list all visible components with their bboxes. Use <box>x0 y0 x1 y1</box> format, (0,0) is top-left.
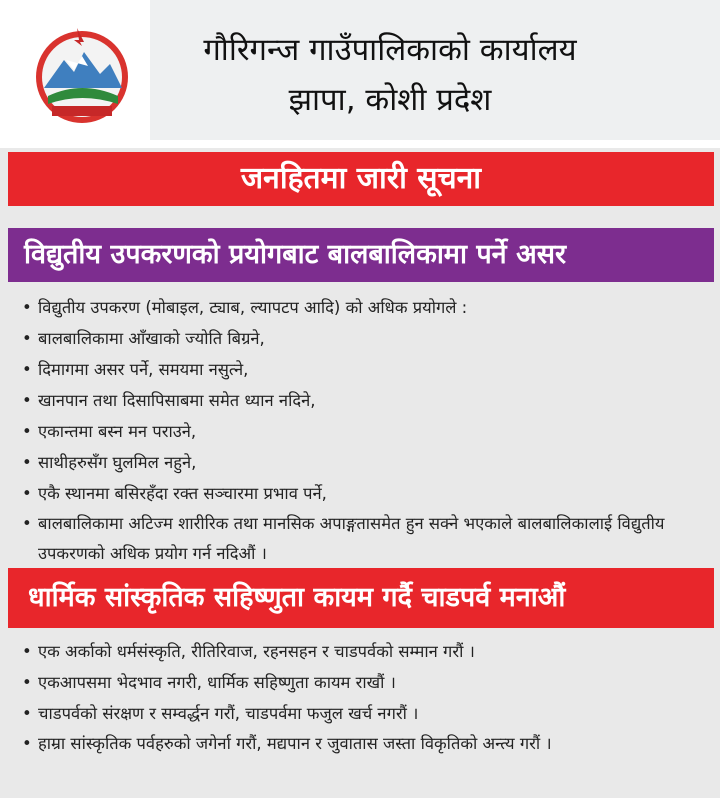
list-item: • चाडपर्वको संरक्षण र सम्वर्द्धन गरौं, चाडपर्वमा फजुल खर्च नगरौं । <box>22 698 702 729</box>
section2-title: धार्मिक सांस्कृतिक सहिष्णुता कायम गर्दै चाडपर्व मनाऔं <box>28 582 566 613</box>
section1-title: विद्युतीय उपकरणको प्रयोगबाट बालबालिकामा पर्ने असर <box>24 239 566 270</box>
list-item: • एकआपसमा भेदभाव नगरी, धार्मिक सहिष्णुता कायम राखौं । <box>22 667 702 698</box>
section1-list <box>22 292 702 569</box>
list-item: • एकै स्थानमा बसिरहँदा रक्त सञ्चारमा प्रभाव पर्ने, <box>22 478 702 509</box>
notice-banner-title: जनहितमा जारी सूचना <box>240 161 482 196</box>
list-item: • दिमागमा असर पर्ने, समयमा नसुत्ने, <box>22 354 702 385</box>
list-item: • एक अर्काको धर्मसंस्कृति, रीतिरिवाज, रहनसहन र चाडपर्वको सम्मान गरौं । <box>22 636 702 667</box>
list-item: • हाम्रा सांस्कृतिक पर्वहरुको जगेर्ना गरौं, मद्यपान र जुवातास जस्ता विकृतिको अन्त्य गरौं । <box>22 729 702 759</box>
header <box>0 0 720 148</box>
nepal-emblem-icon <box>22 22 142 132</box>
list-item: • बालबालिकामा अटिज्म शारीरिक तथा मानसिक अपाङ्गतासमेत हुन सक्ने भएकाले बालबालिकालाई विद्युतीय उपकरणको अधिक प्रयोग गर्न नदिऔं । <box>22 509 702 569</box>
section2-list <box>22 636 702 759</box>
list-item: • विद्युतीय उपकरण (मोबाइल, ट्याब, ल्यापटप आदि) को अधिक प्रयोगले : <box>22 292 702 323</box>
list-item: • साथीहरुसँग घुलमिल नहुने, <box>22 447 702 478</box>
list-item: • एकान्तमा बस्न मन पराउने, <box>22 416 702 447</box>
list-item: • बालबालिकामा आँखाको ज्योति बिग्रने, <box>22 323 702 354</box>
office-name: गौरिगन्ज गाउँपालिकाको कार्यालय <box>203 32 577 68</box>
list-item: • खानपान तथा दिसापिसाबमा समेत ध्यान नदिने, <box>22 385 702 416</box>
office-address: झापा, कोशी प्रदेश <box>288 82 492 118</box>
